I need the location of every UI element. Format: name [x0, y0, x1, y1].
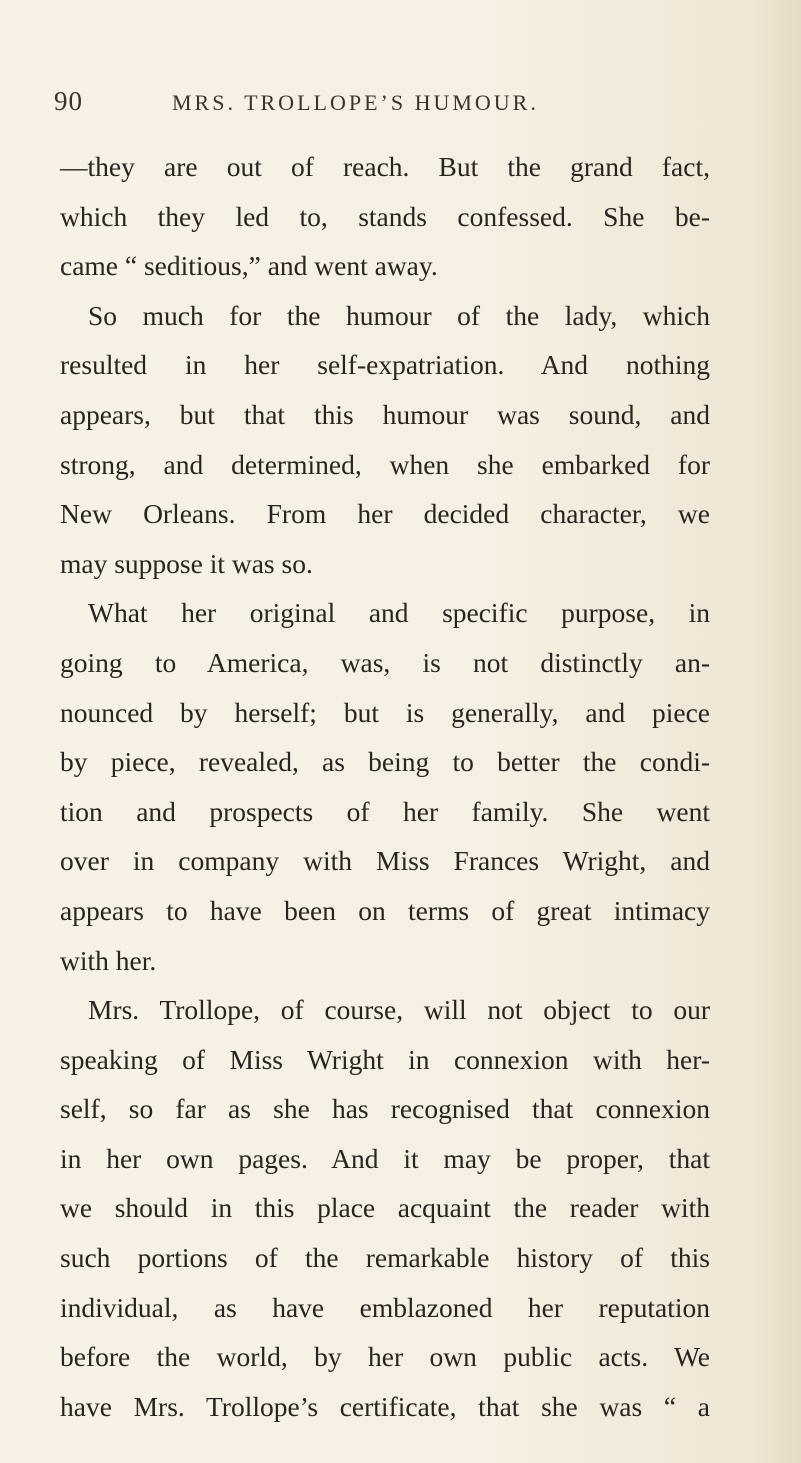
text-line: came “ seditious,” and went away.	[60, 250, 438, 282]
text-line: we should in this place acquaint the reader with	[60, 1192, 710, 1224]
text-line: with her.	[60, 944, 157, 976]
text-line: self, so far as she has recognised that connexion	[60, 1093, 710, 1125]
text-line: appears to have been on terms of great intimacy	[60, 894, 710, 926]
text-line: tion and prospects of her family. She went	[60, 795, 710, 827]
text-line: Mrs. Trollope, of course, will not object to our	[88, 994, 710, 1026]
text-line: in her own pages. And it may be proper, that	[60, 1142, 710, 1174]
text-line: individual, as have emblazoned her reputation	[60, 1291, 710, 1323]
text-line: such portions of the remarkable history of this	[60, 1242, 710, 1274]
text-line: may suppose it was so.	[60, 547, 313, 579]
text-line: before the world, by her own public acts. We	[60, 1341, 710, 1373]
text-line: —they are out of reach. But the grand fact,	[60, 151, 710, 182]
text-line: nounced by herself; but is generally, and piece	[60, 696, 710, 728]
text-line: What her original and specific purpose, in	[88, 597, 710, 629]
text-line: strong, and determined, when she embarked for	[60, 448, 710, 480]
text-line: So much for the humour of the lady, which	[88, 299, 710, 331]
text-line: going to America, was, is not distinctly an-	[60, 646, 710, 678]
text-line: which they led to, stands confessed. She be-	[60, 200, 710, 232]
text-line: New Orleans. From her decided character, we	[60, 498, 710, 530]
text-line: have Mrs. Trollope’s certificate, that she was “ a	[60, 1390, 710, 1422]
text-line: appears, but that this humour was sound, and	[60, 398, 710, 430]
text-line: speaking of Miss Wright in connexion with her-	[60, 1043, 710, 1075]
body-text	[60, 142, 710, 1431]
running-head-title: MRS. TROLLOPE’S HUMOUR.	[172, 90, 539, 115]
page-number: 90	[54, 86, 83, 116]
running-head	[54, 86, 694, 126]
text-line: by piece, revealed, as being to better the condi-	[60, 746, 710, 778]
text-line: resulted in her self-expatriation. And nothing	[60, 349, 710, 381]
text-line: over in company with Miss Frances Wright, and	[60, 845, 710, 877]
